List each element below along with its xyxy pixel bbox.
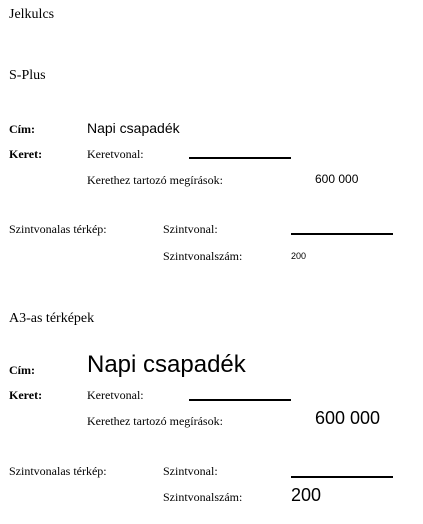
cim-value: Napi csapadék <box>87 351 246 378</box>
felirat-label: Kerethez tartozó megírások: <box>87 414 223 428</box>
page-title: Jelkulcs <box>9 7 55 22</box>
szint-group-label: Szintvonalas térkép: <box>9 464 107 478</box>
keretvonal-label: Keretvonal: <box>87 147 144 161</box>
szintszam-label: Szintvonalszám: <box>163 490 243 504</box>
szintszam-value: 200 <box>291 485 322 505</box>
szintvonal-line-sample <box>291 476 393 478</box>
szint-group-label: Szintvonalas térkép: <box>9 222 107 236</box>
keretvonal-line-sample <box>189 157 291 159</box>
cim-label: Cím: <box>9 363 35 377</box>
felirat-value: 600 000 <box>315 172 359 186</box>
section-heading: A3-as térképek <box>9 311 95 326</box>
szintszam-value: 200 <box>291 251 307 261</box>
cim-value: Napi csapadék <box>87 120 180 136</box>
felirat-value: 600 000 <box>315 408 381 428</box>
szintvonal-line-sample <box>291 233 393 235</box>
cim-label: Cím: <box>9 122 35 136</box>
keretvonal-line-sample <box>189 399 291 401</box>
keretvonal-label: Keretvonal: <box>87 388 144 402</box>
keret-label: Keret: <box>9 388 43 402</box>
section-heading: S-Plus <box>9 68 46 83</box>
szintvonal-label: Szintvonal: <box>163 222 218 236</box>
keret-label: Keret: <box>9 147 43 161</box>
felirat-label: Kerethez tartozó megírások: <box>87 173 223 187</box>
szintvonal-label: Szintvonal: <box>163 464 218 478</box>
szintszam-label: Szintvonalszám: <box>163 249 243 263</box>
